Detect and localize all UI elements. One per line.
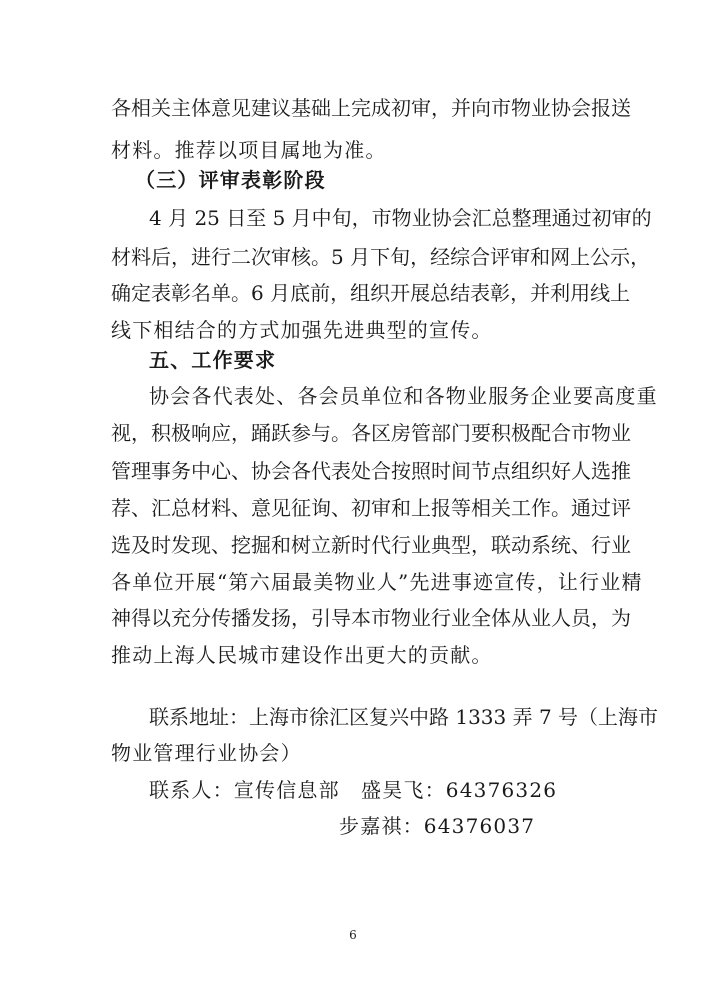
paragraph-line: 各单位开展“第六届最美物业人”先进事迹宣传，让行业精 [111, 570, 643, 594]
paragraph-line: 荐、汇总材料、意见征询、初审和上报等相关工作。通过评 [111, 496, 631, 520]
paragraph-line: 视，积极响应，踊跃参与。各区房管部门要积极配合市物业 [111, 421, 631, 445]
paragraph-line: 推动上海人民城市建设作出更大的贡献。 [111, 643, 493, 667]
contact-address-line: 联系地址：上海市徐汇区复兴中路 1333 弄 7 号（上海市 [149, 705, 659, 729]
paragraph-line: 管理事务中心、协会各代表处合按照时间节点组织好人选推 [111, 459, 631, 483]
paragraph-line: 选及时发现、挖掘和树立新时代行业典型，联动系统、行业 [111, 533, 631, 557]
section-heading-review: （三）评审表彰阶段 [135, 168, 326, 192]
contact-address-line: 物业管理行业协会） [111, 741, 302, 765]
page-number: 6 [349, 928, 357, 942]
paragraph-line: 材料。推荐以项目属地为准。 [111, 138, 387, 162]
contact-person-line: 步嘉祺：64376037 [339, 814, 536, 838]
paragraph-line: 材料后，进行二次审核。5 月下旬，经综合评审和网上公示， [111, 245, 651, 269]
paragraph-line: 神得以充分传播发扬，引导本市物业行业全体从业人员，为 [111, 606, 631, 630]
contact-person-line: 联系人：宣传信息部 盛昊飞：64376326 [149, 778, 558, 802]
paragraph-line: 协会各代表处、各会员单位和各物业服务企业要高度重 [149, 384, 658, 408]
paragraph-line: 确定表彰名单。6 月底前，组织开展总结表彰，并利用线上 [111, 281, 631, 305]
paragraph-line: 各相关主体意见建议基础上完成初审，并向市物业协会报送 [111, 96, 631, 120]
section-heading-requirements: 五、工作要求 [149, 348, 277, 372]
paragraph-line: 线下相结合的方式加强先进典型的宣传。 [111, 318, 493, 342]
paragraph-line: 4 月 25 日至 5 月中旬，市物业协会汇总整理通过初审的 [149, 206, 652, 230]
